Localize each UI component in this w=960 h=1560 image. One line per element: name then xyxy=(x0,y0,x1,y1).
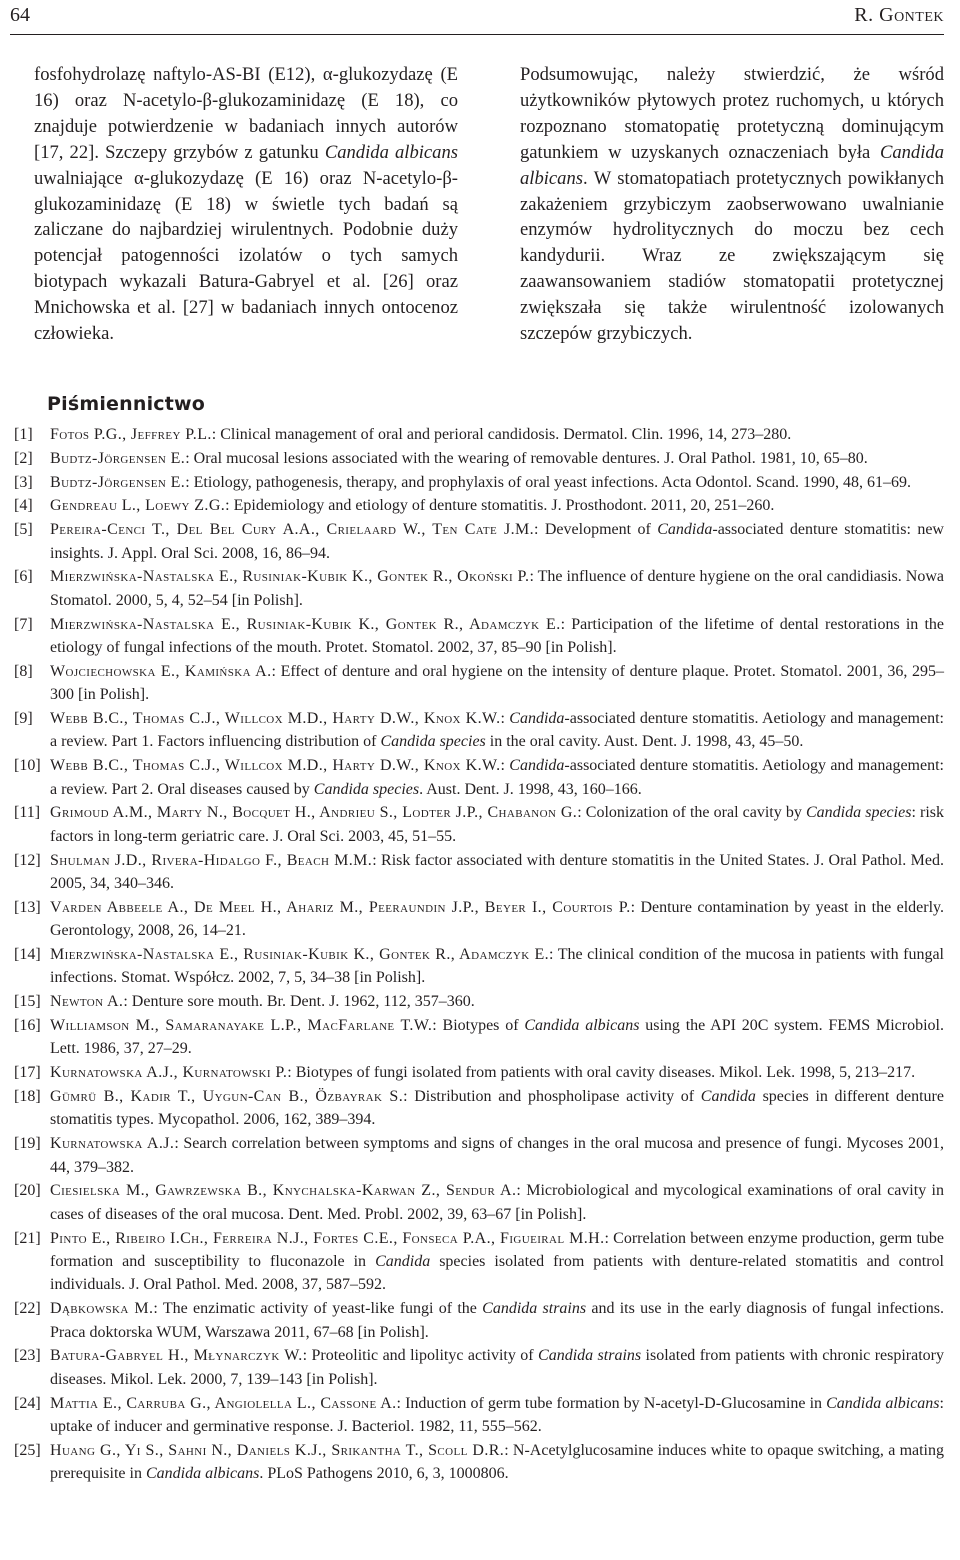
reference-text xyxy=(50,1392,944,1439)
reference-item xyxy=(10,613,944,660)
reference-authors: Budtz-Jörgensen E. xyxy=(50,449,186,467)
text-segment: : risk factors in long-term geriatric care. J. Oral Sci. 2003, 45, 51–55. xyxy=(50,804,945,845)
reference-number: [3] xyxy=(14,473,33,491)
reference-text xyxy=(50,754,944,801)
text-segment: : xyxy=(500,757,510,775)
text-segment: : Proteolitic and lipolityc activity of xyxy=(302,1347,539,1365)
italic-text: Candida xyxy=(657,521,713,539)
text-segment: : Clinical management of oral and perioral candidosis. Dermatol. Clin. 1996, 14, 273–280. xyxy=(211,425,792,443)
reference-item xyxy=(10,1227,944,1297)
reference-number: [25] xyxy=(14,1441,41,1459)
reference-item xyxy=(10,1085,944,1132)
reference-number: [20] xyxy=(14,1182,41,1200)
running-header xyxy=(10,0,944,35)
references-list xyxy=(10,423,944,1486)
text-segment: -associated denture stomatitis: new insights. J. Appl. Oral Sci. 2008, 16, 86–94. xyxy=(50,521,944,562)
reference-item xyxy=(10,1014,944,1061)
reference-item xyxy=(10,565,944,612)
reference-authors: Huang G., Yi S., Sahni N., Daniels K.J., Srikantha T., Scoll D.R. xyxy=(50,1441,505,1459)
reference-item xyxy=(10,943,944,990)
text-segment: . Aust. Dent. J. 1998, 43, 160–166. xyxy=(419,780,642,798)
italic-text: Candida strains xyxy=(538,1347,642,1365)
reference-text xyxy=(50,565,944,612)
text-segment: species in different denture stomatitis types. Mycopathol. 2006, 162, 389–394. xyxy=(50,1087,944,1129)
reference-number: [8] xyxy=(14,662,33,680)
text-segment: : Biotypes of xyxy=(432,1016,525,1034)
text-segment: : Development of xyxy=(534,521,658,539)
reference-text xyxy=(50,423,944,446)
reference-item xyxy=(10,896,944,943)
reference-authors: Pinto E., Ribeiro I.Ch., Ferreira N.J., Fortes C.E., Fonseca P.A., Figueiral M.H. xyxy=(50,1229,605,1247)
reference-text xyxy=(50,896,944,943)
text-segment: : Microbiological and mycological examinations of oral cavity in cases of diseases of the oral mucosa. Dent. Med. Probl. 2002, 39, 63–67 [in Polish]. xyxy=(50,1182,944,1223)
reference-authors: Dąbkowska M. xyxy=(50,1300,154,1318)
reference-authors: Gümrü B., Kadir T., Uygun-Can B., Özbayrak S. xyxy=(50,1087,404,1105)
text-segment: : Etiology, pathogenesis, therapy, and prophylaxis of oral yeast infections. Acta Odontol. Scand. 1990, 48, 61–69. xyxy=(185,473,911,491)
text-segment: : The influence of denture hygiene on the oral candidiasis. Nowa Stomatol. 2000, 5, 4, 52–54 [in Polish]. xyxy=(50,568,944,609)
italic-text: Candida species xyxy=(805,804,912,822)
reference-item xyxy=(10,1061,944,1084)
reference-number: [11] xyxy=(14,804,41,822)
reference-number: [6] xyxy=(14,568,33,586)
italic-text: Candida albicans xyxy=(826,1394,940,1412)
reference-text xyxy=(50,990,944,1013)
text-segment: : uptake of inducer and germinative response. J. Bacteriol. 1982, 11, 555–562. xyxy=(50,1394,944,1436)
reference-authors: Mierzwińska-Nastalska E., Rusiniak-Kubik K., Gontek R., Okoński P. xyxy=(50,568,530,586)
text-segment: : Correlation between enzyme production, germ tube formation and susceptibility to fluconazole in xyxy=(50,1229,945,1270)
reference-authors: Pereira-Cenci T., Del Bel Cury A.A., Crielaard W., Ten Cate J.M. xyxy=(50,521,535,539)
text-segment: : Risk factor associated with denture stomatitis in the United States. J. Oral Pathol. Med. 2005, 34, 340–346. xyxy=(50,851,944,892)
reference-item xyxy=(10,707,944,754)
reference-authors: Ciesielska M., Gawrzewska B., Knychalska-Karwan Z., Sendur A. xyxy=(50,1182,517,1200)
text-segment: and its use in the early diagnosis of fungal infections. Praca doktorska WUM, Warszawa 2011, 67–68 [in Polish]. xyxy=(50,1300,945,1341)
italic-text: Candida albicans xyxy=(145,1465,260,1483)
reference-number: [5] xyxy=(14,521,33,539)
reference-item xyxy=(10,1132,944,1179)
reference-item xyxy=(10,494,944,517)
left-column xyxy=(34,62,458,347)
reference-number: [4] xyxy=(14,497,33,515)
reference-authors: Mierzwińska-Nastalska E., Rusiniak-Kubik K., Gontek R., Adamczyk E. xyxy=(50,945,550,963)
italic-text: Candida strains xyxy=(482,1300,587,1318)
reference-item xyxy=(10,1344,944,1391)
reference-item xyxy=(10,471,944,494)
text-segment: : Colonization of the oral cavity by xyxy=(577,804,806,822)
reference-authors: Newton A. xyxy=(50,993,124,1011)
italic-text: Candida albicans xyxy=(324,141,459,163)
italic-text: Candida xyxy=(375,1253,431,1270)
body-paragraph-left xyxy=(34,62,458,347)
reference-number: [24] xyxy=(14,1394,41,1412)
text-segment: : Induction of germ tube formation by N-acetyl-D-Glucosamine in xyxy=(396,1394,827,1412)
reference-item xyxy=(10,447,944,470)
reference-text xyxy=(50,494,944,517)
reference-authors: Mierzwińska-Nastalska E., Rusiniak-Kubik K., Gontek R., Adamczyk E. xyxy=(50,615,561,633)
reference-text xyxy=(50,707,944,754)
reference-number: [21] xyxy=(14,1229,41,1247)
reference-text xyxy=(50,943,944,990)
text-segment: : The enzimatic activity of yeast-like fungi of the xyxy=(153,1300,483,1318)
reference-authors: Shulman J.D., Rivera-Hidalgo F., Beach M.M. xyxy=(50,851,373,869)
text-segment: : xyxy=(500,709,510,727)
reference-authors: Webb B.C., Thomas C.J., Willcox M.D., Harty D.W., Knox K.W. xyxy=(50,757,501,775)
reference-authors: Wojciechowska E., Kamińska A. xyxy=(50,662,272,680)
reference-item xyxy=(10,990,944,1013)
reference-text xyxy=(50,1439,944,1486)
reference-text xyxy=(50,660,944,707)
text-segment: fosfohydrolazę naftylo-AS-BI (E12), α-glukozydazę (E 16) oraz N-acetylo-β-glukozaminidazę (E 18), co znajduje potwierdzenie w badaniach innych autorów [17, 22]. Szczepy grzybów z gatunku xyxy=(34,64,458,163)
right-column xyxy=(520,62,944,347)
reference-authors: Grimoud A.M., Marty N., Bocquet H., Andrieu S., Lodter J.P., Chabanon G. xyxy=(50,804,578,822)
text-segment: uwalniające α-glukozydazę (E 16) oraz N-acetylo-β-glukozaminidazę (E 18) w świetle tych badań są zaliczane do najbardziej wirulentnych. Podobnie duży potencjał patogenności izolatów o tych samych biotypach wykazali Batura-Gabryel et al. [26] oraz Mnichowska et al. [27] w badaniach innych ontocenoz człowieka. xyxy=(34,167,458,345)
reference-item xyxy=(10,518,944,565)
reference-text xyxy=(50,801,944,848)
reference-text xyxy=(50,1297,944,1344)
page-number: 64 xyxy=(10,4,30,26)
reference-number: [13] xyxy=(14,898,41,916)
reference-authors: Mattia E., Carruba G., Angiolella L., Cassone A. xyxy=(50,1394,397,1412)
text-segment: : Epidemiology and etiology of denture stomatitis. J. Prosthodont. 2011, 20, 251–260. xyxy=(225,497,775,515)
text-segment: : Distribution and phospholipase activity of xyxy=(403,1087,701,1105)
text-segment: using the API 20C system. FEMS Microbiol. Lett. 1986, 37, 27–29. xyxy=(50,1016,944,1058)
reference-item xyxy=(10,1297,944,1344)
italic-text: Candida albicans xyxy=(524,1016,640,1034)
reference-number: [9] xyxy=(14,709,33,727)
text-segment: species isolated from patients with denture-related stomatitis and control individuals. J. Oral Pathol. Med. 2008, 37, 587–592. xyxy=(50,1253,944,1294)
reference-authors: Varden Abbeele A., De Meel H., Ahariz M., Peeraundin J.P., Beyer I., Courtois P. xyxy=(50,898,631,916)
reference-number: [12] xyxy=(14,851,41,869)
reference-item xyxy=(10,801,944,848)
reference-number: [17] xyxy=(14,1064,41,1082)
reference-authors: Fotos P.G., Jeffrey P.L. xyxy=(50,425,212,443)
reference-item xyxy=(10,754,944,801)
reference-number: [15] xyxy=(14,993,41,1011)
text-segment: -associated denture stomatitis. Aetiology and management: a review. Part 1. Factors influencing distribution of xyxy=(50,709,944,751)
italic-text: Candida species xyxy=(313,780,420,798)
reference-number: [14] xyxy=(14,945,41,963)
reference-authors: Webb B.C., Thomas C.J., Willcox M.D., Harty D.W., Knox K.W. xyxy=(50,709,501,727)
italic-text: Candida species xyxy=(380,733,486,751)
reference-number: [23] xyxy=(14,1347,41,1365)
text-segment: : Effect of denture and oral hygiene on the intensity of denture plaque. Protet. Stomatol. 2001, 36, 295–300 [in Polish]. xyxy=(50,662,944,704)
text-segment: : Search correlation between symptoms and signs of changes in the oral mucosa and presence of fungi. Mycoses 2001, 44, 379–382. xyxy=(50,1135,945,1176)
reference-item xyxy=(10,423,944,446)
text-segment: : Biotypes of fungi isolated from patients with oral cavity diseases. Mikol. Lek. 1998, 5, 213–217. xyxy=(287,1064,916,1082)
reference-number: [18] xyxy=(14,1087,41,1105)
reference-authors: Batura-Gabryel H., Młynarczyk W. xyxy=(50,1347,303,1365)
italic-text: Candida xyxy=(700,1087,756,1105)
reference-authors: Williamson M., Samaranayake L.P., MacFarlane T.W. xyxy=(50,1016,433,1034)
text-segment: . PLoS Pathogens 2010, 6, 3, 1000806. xyxy=(259,1465,509,1483)
reference-text xyxy=(50,1085,944,1132)
reference-number: [10] xyxy=(14,757,41,775)
reference-authors: Kurnatowska A.J., Kurnatowski P. xyxy=(50,1064,288,1082)
reference-text xyxy=(50,1014,944,1061)
reference-number: [7] xyxy=(14,615,33,633)
body-columns xyxy=(34,62,944,347)
references-heading: Piśmiennictwo xyxy=(47,392,206,415)
text-segment: Podsumowując, należy stwierdzić, że wśród użytkowników płytowych protez ruchomych, u których rozpoznano stomatopatię protetyczną dominującym gatunkiem w uzyskanych oznaczeniach była xyxy=(520,64,944,163)
reference-number: [22] xyxy=(14,1300,41,1318)
text-segment: : The clinical condition of the mucosa in patients with fungal infections. Stomat. Współcz. 2002, 7, 5, 34–38 [in Polish]. xyxy=(50,945,944,987)
reference-authors: Kurnatowska A.J. xyxy=(50,1135,175,1153)
text-segment: in the oral cavity. Aust. Dent. J. 1998, 43, 45–50. xyxy=(485,733,804,751)
reference-item xyxy=(10,1179,944,1226)
reference-text xyxy=(50,471,944,494)
reference-number: [2] xyxy=(14,449,33,467)
reference-text xyxy=(50,447,944,470)
italic-text: Candida albicans xyxy=(520,141,944,189)
body-paragraph-right xyxy=(520,62,944,347)
reference-text xyxy=(50,1179,944,1226)
text-segment: -associated denture stomatitis. Aetiology and management: a review. Part 2. Oral diseases caused by xyxy=(50,757,944,798)
reference-number: [16] xyxy=(14,1016,41,1034)
text-segment: : Denture contamination by yeast in the elderly. Gerontology, 2008, 26, 14–21. xyxy=(50,898,944,940)
text-segment: isolated from patients with chronic respiratory diseases. Mikol. Lek. 2000, 7, 139–143 [in Polish]. xyxy=(50,1347,945,1388)
reference-authors: Gendreau L., Loewy Z.G. xyxy=(50,497,226,515)
text-segment: : Participation of the lifetime of dental restorations in the etiology of fungal infections of the mouth. Protet. Stomatol. 2002, 37, 85–90 [in Polish]. xyxy=(50,615,944,656)
reference-text xyxy=(50,849,944,896)
reference-text xyxy=(50,1227,944,1297)
text-segment: : N-Acetylglucosamine induces white to opaque switching, a mating prerequisite in xyxy=(50,1441,944,1483)
reference-text xyxy=(50,613,944,660)
reference-text xyxy=(50,1344,944,1391)
text-segment: . W stomatopatiach protetycznych powikłanych zakażeniem grzybiczym zaobserwowano uwalnianie enzymów hydrolitycznych do moczu bez cech kandydurii. Wraz ze zwiększającym się zaawansowaniem stadiów stomatopatii protetycznej zwiększała się także wirulentność izolowanych szczepów grzybiczych. xyxy=(520,167,944,345)
text-segment: : Oral mucosal lesions associated with the wearing of removable dentures. J. Oral Pathol. 1981, 10, 65–80. xyxy=(185,449,868,467)
reference-item xyxy=(10,1392,944,1439)
running-author: R. Gontek xyxy=(854,4,944,26)
italic-text: Candida xyxy=(509,757,565,775)
reference-authors: Budtz-Jörgensen E. xyxy=(50,473,186,491)
reference-item xyxy=(10,1439,944,1486)
reference-number: [19] xyxy=(14,1135,41,1153)
reference-text xyxy=(50,518,944,565)
reference-text xyxy=(50,1061,944,1084)
italic-text: Candida xyxy=(509,709,565,727)
reference-number: [1] xyxy=(14,425,33,443)
reference-item xyxy=(10,660,944,707)
reference-text xyxy=(50,1132,944,1179)
text-segment: : Denture sore mouth. Br. Dent. J. 1962, 112, 357–360. xyxy=(123,993,475,1011)
reference-item xyxy=(10,849,944,896)
